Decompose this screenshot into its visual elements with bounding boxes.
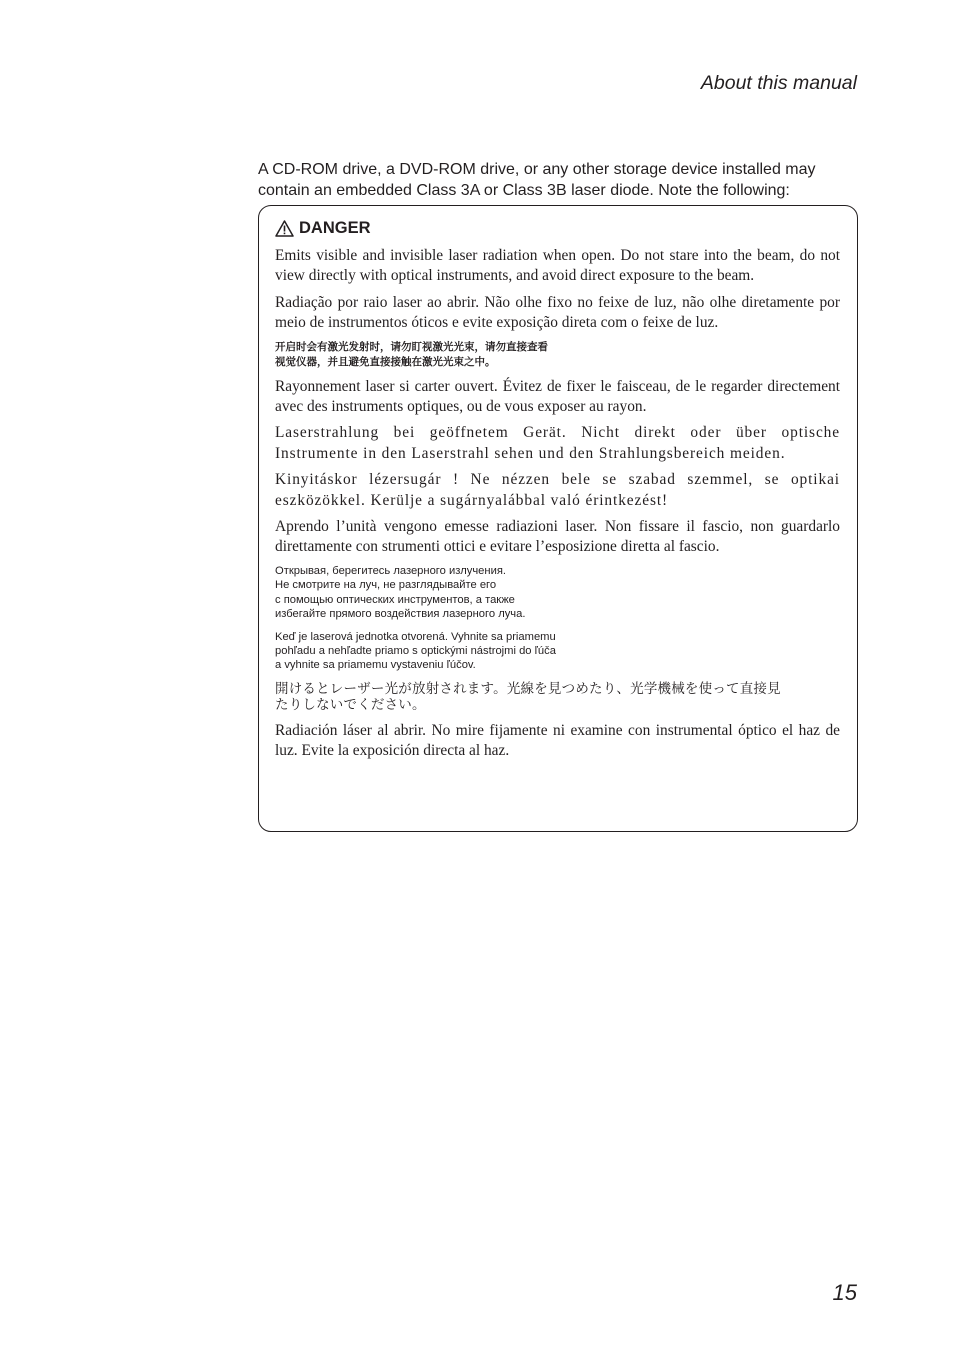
danger-text-english: Emits visible and invisible laser radiation when open. Do not stare into the beam, do not view directly with optical instruments, and avoid direct exposure to the beam. (275, 247, 840, 285)
slovak-line: a vyhnite sa priamemu vystaveniu ľúčov. (275, 659, 476, 672)
slovak-line: pohľadu a nehľadte priamo s optickými nástrojmi do ľúča (275, 644, 556, 657)
danger-text-slovak (275, 630, 840, 673)
danger-notice-box (258, 205, 858, 832)
danger-text-spanish: Radiación láser al abrir. No mire fijamente ni examine con instrumental óptico el haz de luz. Evite la exposición directa al haz. (275, 721, 840, 760)
running-header: About this manual (700, 72, 857, 94)
danger-text-french: Rayonnement laser si carter ouvert. Évitez de fixer le faisceau, de le regarder directement avec des instruments optiques, ou de vous exposer au rayon. (275, 377, 840, 416)
danger-text-chinese (275, 340, 840, 370)
russian-line: Не смотрите на луч, не разглядывайте его (275, 579, 497, 592)
danger-text-portuguese: Radiação por raio laser ao abrir. Não olhe fixo no feixe de luz, não olhe diretamente por meio de instrumentos óticos e evite exposição direta com o feixe de luz. (275, 293, 840, 332)
chinese-line: 视觉仪器，并且避免直接接触在激光光束之中。 (275, 355, 496, 368)
russian-line: избегайте прямого воздействия лазерного луча. (275, 608, 526, 621)
japanese-line: 開けるとレーザー光が放射されます。光線を見つめたり、光学機械を使って直接見 (275, 680, 781, 697)
russian-line: Открывая, берегитесь лазерного излучения. (275, 564, 506, 577)
slovak-line: Keď je laserová jednotka otvorená. Vyhnite sa priamemu (275, 630, 556, 643)
page-number: 15 (832, 1280, 857, 1305)
intro-paragraph: A CD-ROM drive, a DVD-ROM drive, or any other storage device installed may contain an embedded Class 3A or Class 3B laser diode. Note the following: (258, 161, 816, 199)
danger-text-german: Laserstrahlung bei geöffnetem Gerät. Nicht direkt oder über optische Instrumente in den Laserstrahl sehen und den Strahlungsbereich meiden. (275, 424, 840, 462)
danger-heading (275, 218, 840, 238)
danger-text-hungarian: Kinyitáskor lézersugár ! Ne nézzen bele se szabad szemmel, se optikai eszközökkel. Kerülje a sugárnyalábbal való érintkezést! (275, 471, 840, 509)
danger-text-russian (275, 564, 840, 622)
japanese-line: たりしないでください。 (275, 696, 426, 713)
danger-text-italian: Aprendo l’unità vengono emesse radiazioni laser. Non fissare il fascio, non guardarlo direttamente con strumenti ottici e evitare l’esposizione diretta al fascio. (275, 518, 840, 556)
warning-triangle-icon (275, 220, 294, 237)
danger-heading-label: DANGER (299, 218, 371, 237)
danger-text-japanese (275, 681, 840, 713)
russian-line: с помощью оптических инструментов, а также (275, 593, 515, 606)
chinese-line: 开启时会有激光发射时，请勿盯视激光光束，请勿直接查看 (275, 340, 548, 353)
